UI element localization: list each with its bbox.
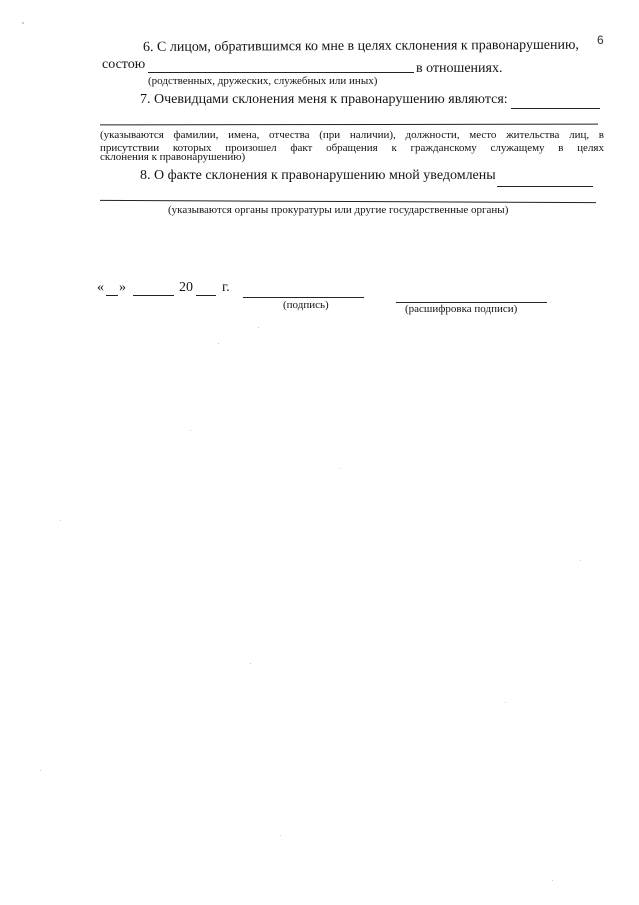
item8-hint: (указываются органы прокуратуры или другие государственные органы) — [168, 204, 509, 216]
scan-speck — [218, 343, 219, 344]
scan-speck — [190, 430, 191, 431]
item7-witness-field-short[interactable] — [511, 108, 600, 109]
date-month-field[interactable] — [133, 295, 174, 296]
scan-speck — [280, 835, 281, 836]
scan-speck — [40, 770, 41, 771]
date-day-field[interactable] — [106, 295, 118, 296]
item7-line1: 7. Очевидцами склонения меня к правонарушению являются: — [140, 92, 508, 107]
item8-notified-field-short[interactable] — [497, 186, 593, 187]
item8-notified-field-full[interactable] — [100, 200, 596, 203]
date-year-field[interactable] — [196, 295, 216, 296]
item7-hint-line3: склонения к правонарушению) — [100, 151, 246, 163]
item6-line2-suffix: в отношениях. — [416, 61, 503, 76]
date-year-suffix: г. — [222, 280, 230, 295]
scan-speck — [552, 880, 553, 881]
date-open-quote: « — [97, 280, 104, 295]
signature-hint: (подпись) — [283, 299, 329, 311]
item6-relationship-field[interactable] — [148, 72, 414, 73]
scan-speck — [505, 702, 506, 703]
item6-hint: (родственных, дружеских, служебных или иных) — [148, 75, 378, 87]
scan-speck — [580, 560, 581, 561]
item7-witness-field-full[interactable] — [100, 124, 598, 126]
item7-hint-line1: (указываются фамилии, имена, отчества (при наличии), должности, место жительства лиц, в — [100, 129, 604, 141]
item7-hint-line2: присутствии которых произошел факт обращения к гражданскому служащему в целях — [100, 142, 604, 154]
signature-decode-hint: (расшифровка подписи) — [405, 303, 518, 315]
date-year-prefix: 20 — [179, 280, 193, 295]
scan-speck — [250, 663, 251, 664]
page-number: 6 — [597, 33, 604, 47]
item8-line1: 8. О факте склонения к правонарушению мной уведомлены — [140, 168, 496, 183]
item6-line1: 6. С лицом, обратившимся ко мне в целях склонения к правонарушению, — [142, 37, 579, 55]
item6-line2-prefix: состою — [102, 57, 146, 72]
signature-field[interactable] — [243, 297, 364, 298]
scan-speck — [340, 468, 341, 469]
scan-speck — [258, 327, 259, 328]
date-close-quote: » — [119, 280, 126, 295]
scan-speck — [60, 520, 61, 521]
scan-speck — [22, 22, 24, 24]
